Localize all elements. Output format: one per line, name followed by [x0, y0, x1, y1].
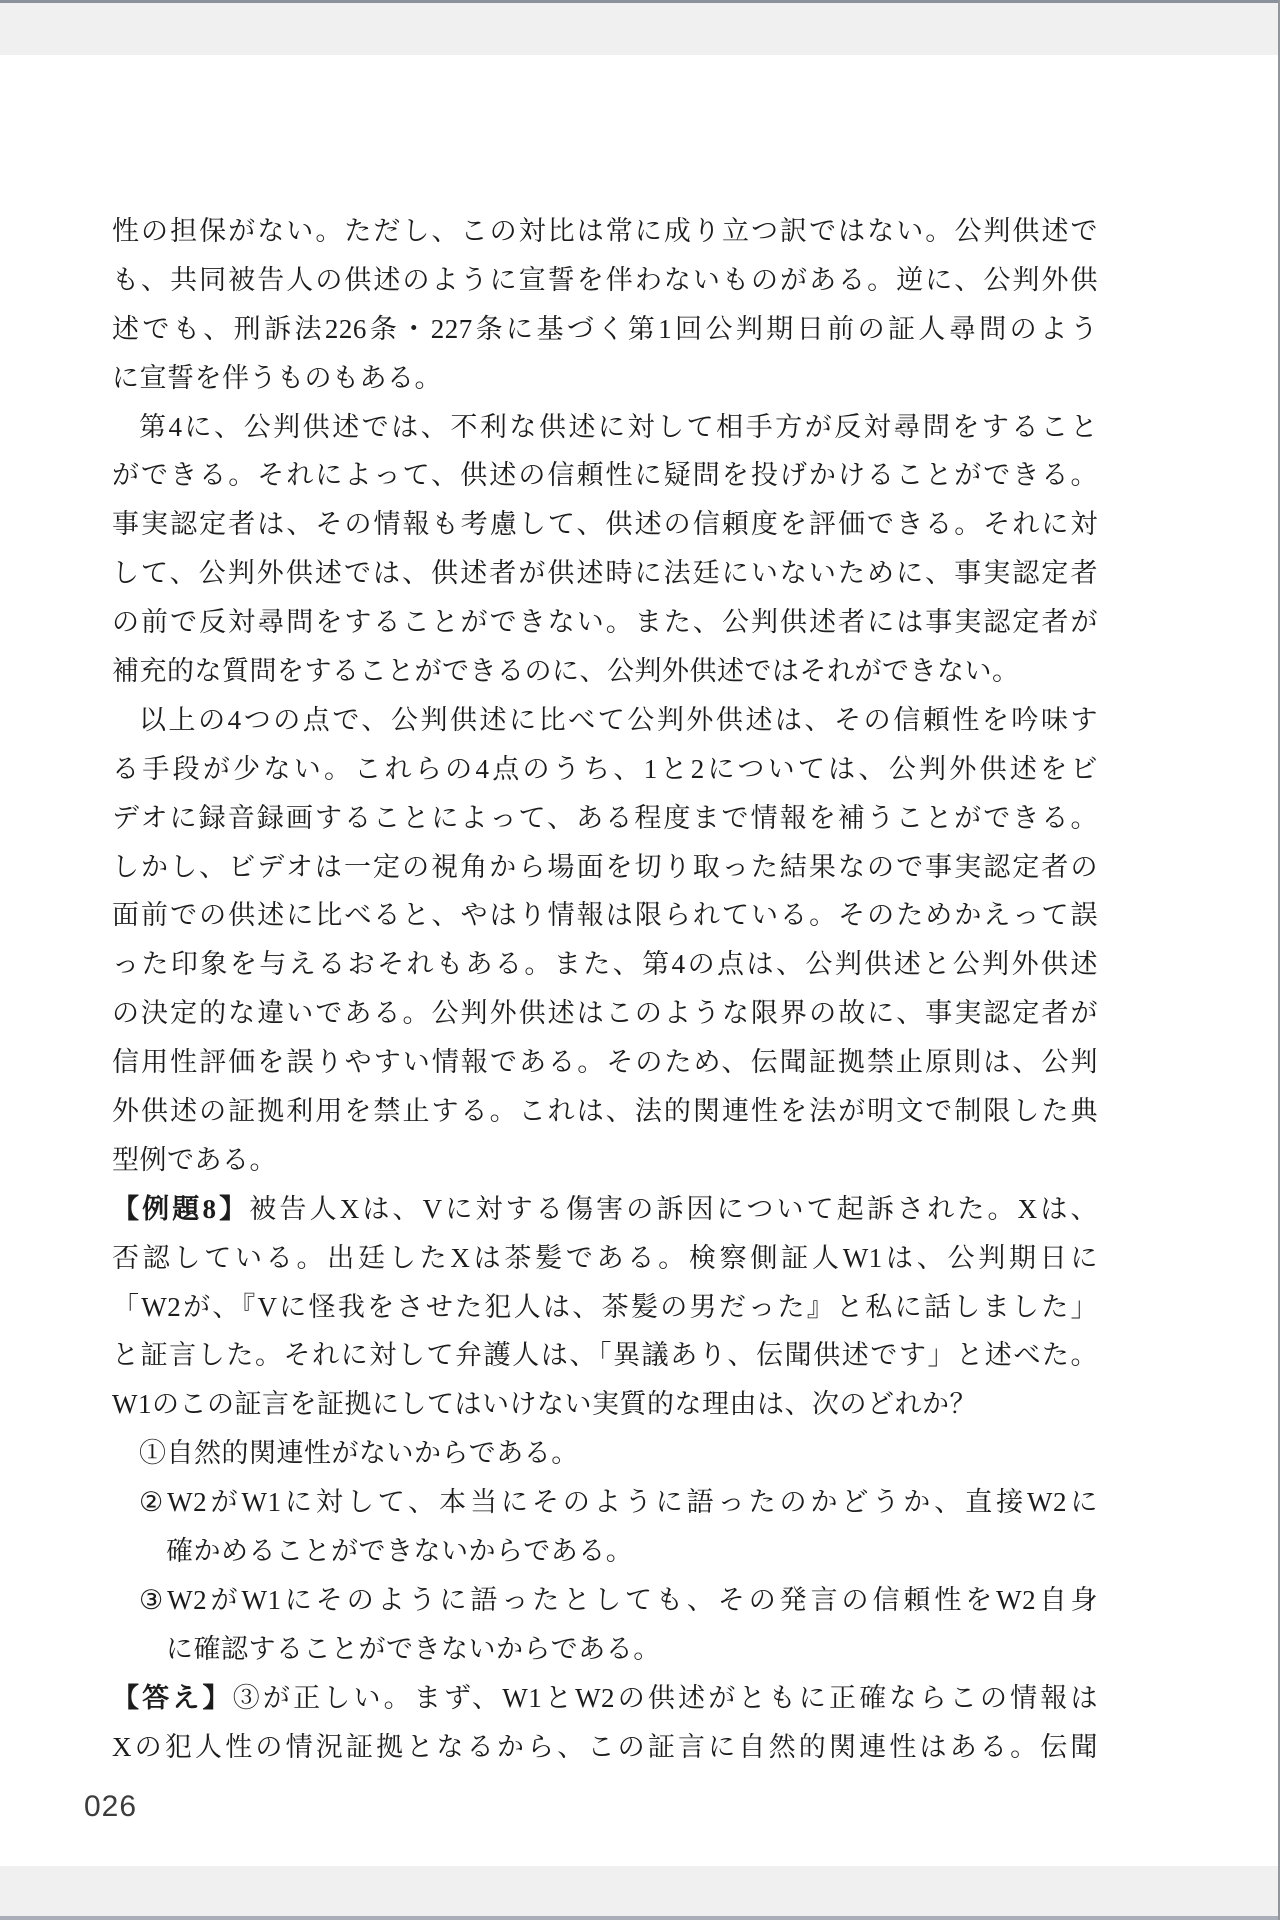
text-segment: 被告人Xは、Vに対する傷害の訴因について起訴された。Xは、: [249, 1193, 1098, 1224]
text-line: [112, 403, 1098, 452]
text-line: [112, 696, 1098, 745]
viewer-chrome-top: [0, 0, 1280, 55]
text-segment: Xの犯人性の情況証拠となるから、この証言に自然的関連性はある。伝聞: [112, 1731, 1098, 1762]
text-block: [112, 207, 1098, 1772]
text-segment: 補充的な質問をすることができるのに、公判外供述ではそれができない。: [112, 656, 1020, 687]
text-line: [112, 1185, 1098, 1234]
text-line: [112, 549, 1098, 598]
text-line: [112, 1136, 1098, 1185]
text-segment: も、共同被告人の供述のように宣誓を伴わないものがある。逆に、公判外供: [112, 264, 1098, 295]
text-line: [112, 500, 1098, 549]
text-segment: の前で反対尋問をすることができない。また、公判供述者には事実認定者が: [112, 607, 1098, 638]
text-line: [112, 891, 1098, 940]
text-line: [112, 1576, 1098, 1625]
text-line: [112, 451, 1098, 500]
text-line: [112, 1478, 1098, 1527]
text-line: [112, 1527, 1098, 1576]
text-segment: 面前での供述に比べると、やはり情報は限られている。そのためかえって誤: [112, 900, 1098, 931]
text-segment: 以上の4つの点で、公判供述に比べて公判外供述は、その信頼性を吟味す: [139, 704, 1098, 735]
text-line: [112, 1234, 1098, 1283]
text-segment: ②W2がW1に対して、本当にそのように語ったのかどうか、直接W2に: [139, 1487, 1098, 1518]
text-segment: ①自然的関連性がないからである。: [139, 1438, 579, 1469]
text-line: [112, 940, 1098, 989]
text-line: [112, 745, 1098, 794]
text-line: [112, 598, 1098, 647]
text-segment: と証言した。それに対して弁護人は、「異議あり、伝聞供述です」と述べた。: [112, 1340, 1098, 1371]
text-segment: の決定的な違いである。公判外供述はこのような限界の故に、事実認定者が: [112, 998, 1098, 1029]
text-segment: 確かめることができないからである。: [166, 1536, 634, 1567]
text-line: [112, 354, 1098, 403]
text-segment: 信用性評価を誤りやすい情報である。そのため、伝聞証拠禁止原則は、公判: [112, 1047, 1098, 1078]
text-segment: に確認することができないからである。: [166, 1633, 661, 1664]
text-segment: った印象を与えるおそれもある。また、第4の点は、公判供述と公判外供述: [112, 949, 1098, 980]
text-segment: 型例である。: [112, 1144, 277, 1175]
text-segment: 否認している。出廷したXは茶髪である。検察側証人W1は、公判期日に: [112, 1242, 1098, 1273]
text-line: [112, 989, 1098, 1038]
text-line: [112, 794, 1098, 843]
viewer-chrome-bottom: [0, 1866, 1280, 1920]
text-segment: ③が正しい。まず、W1とW2の供述がともに正確ならこの情報は: [232, 1682, 1098, 1713]
bold-label: 【例題8】: [112, 1193, 250, 1224]
text-line: [112, 1674, 1098, 1723]
text-line: [112, 647, 1098, 696]
text-segment: に宣誓を伴うものもある。: [112, 362, 442, 393]
text-segment: デオに録音録画することによって、ある程度まで情報を補うことができる。: [112, 802, 1098, 833]
text-segment: 性の担保がない。ただし、この対比は常に成り立つ訳ではない。公判供述で: [112, 216, 1098, 246]
text-segment: ができる。それによって、供述の信頼性に疑問を投げかけることができる。: [112, 460, 1098, 491]
text-segment: 事実認定者は、その情報も考慮して、供述の信頼度を評価できる。それに対: [112, 509, 1098, 540]
text-line: [112, 1283, 1098, 1332]
text-segment: 述でも、刑訴法226条・227条に基づく第1回公判期日前の証人尋問のよう: [112, 313, 1098, 344]
text-line: [112, 207, 1098, 256]
text-line: [112, 1429, 1098, 1478]
text-segment: W1のこの証言を証拠にしてはいけない実質的な理由は、次のどれか？: [112, 1389, 977, 1420]
text-line: [112, 1331, 1098, 1380]
text-segment: しかし、ビデオは一定の視角から場面を切り取った結果なので事実認定者の: [112, 851, 1098, 882]
bold-label: 【答え】: [112, 1682, 233, 1713]
book-page: [0, 55, 1280, 1866]
page-number: 026: [84, 1790, 138, 1823]
text-segment: 第4に、公判供述では、不利な供述に対して相手方が反対尋問をすること: [139, 411, 1098, 442]
text-line: [112, 1087, 1098, 1136]
text-line: [112, 305, 1098, 354]
text-segment: る手段が少ない。これらの4点のうち、1と2については、公判外供述をビ: [112, 753, 1098, 784]
text-segment: ③W2がW1にそのように語ったとしても、その発言の信頼性をW2自身: [139, 1584, 1098, 1615]
text-segment: 「W2が、『Vに怪我をさせた犯人は、茶髪の男だった』と私に話しました」: [112, 1291, 1098, 1322]
text-line: [112, 1723, 1098, 1772]
text-line: [112, 1038, 1098, 1087]
text-line: [112, 1625, 1098, 1674]
text-line: [112, 843, 1098, 892]
text-line: [112, 256, 1098, 305]
text-segment: して、公判外供述では、供述者が供述時に法廷にいないために、事実認定者: [112, 558, 1098, 589]
text-line: [112, 1380, 1098, 1429]
text-segment: 外供述の証拠利用を禁止する。これは、法的関連性を法が明文で制限した典: [112, 1096, 1098, 1127]
